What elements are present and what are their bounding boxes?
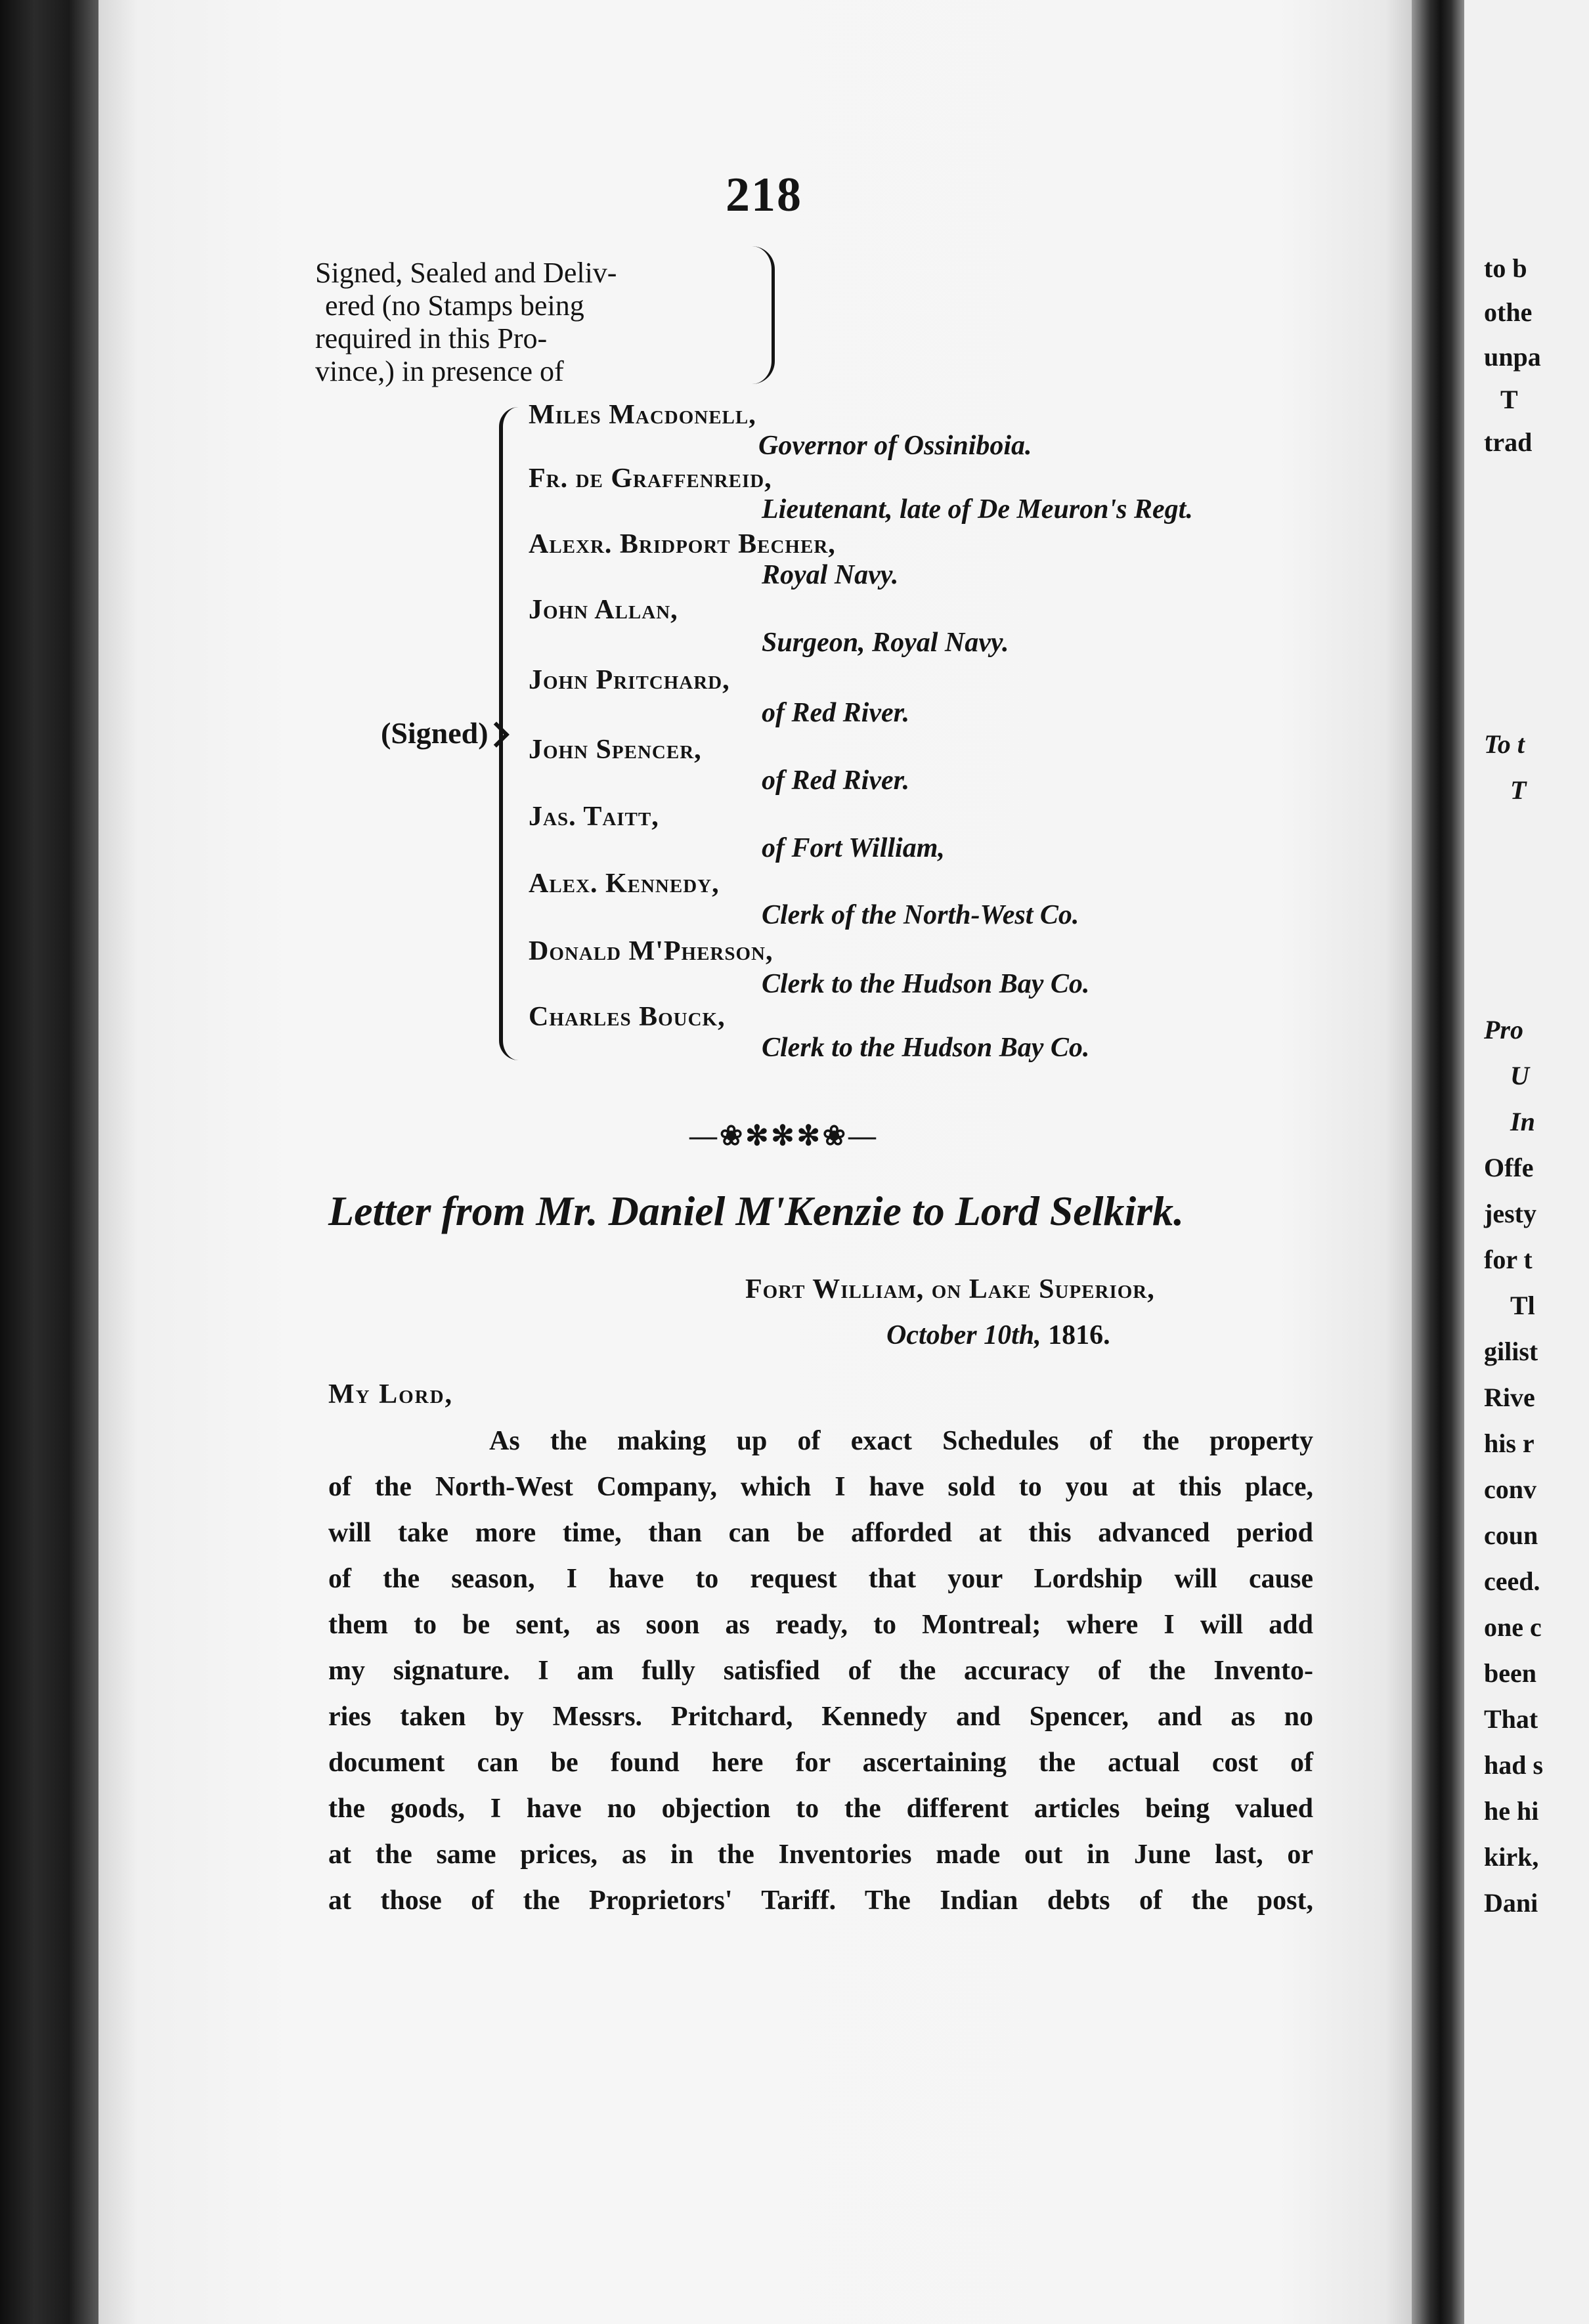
- signatory-title: Clerk of the North-West Co.: [762, 900, 1079, 930]
- book-page-right: [1464, 0, 1589, 2324]
- signatory-title: of Red River.: [762, 698, 910, 728]
- right-page-fragment: othe: [1484, 297, 1533, 327]
- signatory-name: Miles Macdonell,: [529, 400, 756, 430]
- signatory-name: John Spencer,: [529, 735, 702, 765]
- letter-salutation: My Lord,: [328, 1379, 454, 1409]
- right-page-fragment: T: [1510, 775, 1527, 805]
- body-line: the goods, I have no objection to the different articles being valued: [328, 1794, 1313, 1824]
- body-line: of the North-West Company, which I have sold to you at this place,: [328, 1472, 1313, 1502]
- right-page-fragment: one c: [1484, 1612, 1542, 1642]
- letter-date-day: October 10th,: [886, 1320, 1041, 1350]
- intro-line-2: ered (no Stamps being: [325, 290, 584, 322]
- book-gutter: [1412, 0, 1464, 2324]
- signatory-name: Charles Bouck,: [529, 1002, 726, 1032]
- body-line: will take more time, than can be afforded at this advanced period: [328, 1518, 1313, 1548]
- intro-line-1: Signed, Sealed and Deliv-: [315, 257, 617, 289]
- right-page-fragment: That: [1484, 1704, 1538, 1734]
- page-number: 218: [726, 168, 802, 222]
- section-ornament: —❀✻✻✻❀—: [689, 1121, 879, 1151]
- right-page-fragment: ceed.: [1484, 1566, 1540, 1596]
- right-page-fragment: been: [1484, 1658, 1536, 1688]
- right-page-fragment: unpa: [1484, 342, 1541, 372]
- body-line: of the season, I have to request that your Lordship will cause: [328, 1564, 1313, 1594]
- signatory-name: Donald M'Pherson,: [529, 936, 773, 966]
- signatory-title: of Fort William,: [762, 833, 945, 863]
- right-page-fragment: coun: [1484, 1520, 1538, 1550]
- right-page-fragment: Tl: [1510, 1291, 1535, 1320]
- signatory-title: Lieutenant, late of De Meuron's Regt.: [762, 494, 1193, 525]
- right-page-fragment: jesty: [1484, 1199, 1536, 1228]
- body-line: them to be sent, as soon as ready, to Montreal; where I will add: [328, 1610, 1313, 1640]
- right-page-fragment: Dani: [1484, 1888, 1538, 1918]
- right-page-fragment: his r: [1484, 1429, 1535, 1458]
- body-line: at those of the Proprietors' Tariff. The Indian debts of the post,: [328, 1885, 1313, 1916]
- right-page-fragment: trad: [1484, 427, 1533, 457]
- body-line: ries taken by Messrs. Pritchard, Kennedy and Spencer, and as no: [328, 1702, 1313, 1732]
- signatory-title: Clerk to the Hudson Bay Co.: [762, 969, 1090, 999]
- right-page-fragment: U: [1510, 1061, 1529, 1090]
- right-page-fragment: To t: [1484, 729, 1525, 759]
- right-page-fragment: Pro: [1484, 1015, 1523, 1044]
- signatory-title: Clerk to the Hudson Bay Co.: [762, 1033, 1090, 1063]
- signatory-name: Jas. Taitt,: [529, 802, 659, 832]
- letter-heading: Letter from Mr. Daniel M'Kenzie to Lord Selkirk.: [328, 1188, 1185, 1234]
- body-line: As the making up of exact Schedules of the property: [489, 1426, 1313, 1456]
- signatory-name: Fr. de Graffenreid,: [529, 463, 772, 494]
- right-page-fragment: Offe: [1484, 1153, 1534, 1182]
- body-line: my signature. I am fully satisfied of the accuracy of the Invento-: [328, 1656, 1313, 1686]
- signatory-name: John Allan,: [529, 595, 678, 625]
- right-page-fragment: T: [1500, 385, 1518, 414]
- right-page-fragment: for t: [1484, 1245, 1533, 1274]
- right-page-fragment: had s: [1484, 1750, 1544, 1780]
- right-page-fragment: to b: [1484, 253, 1527, 283]
- right-page-fragment: Rive: [1484, 1383, 1535, 1412]
- letter-body: [328, 1418, 1313, 1924]
- right-page-fragment: In: [1510, 1107, 1535, 1136]
- signatory-title: Royal Navy.: [762, 560, 899, 590]
- right-page-fragment: conv: [1484, 1474, 1536, 1504]
- intro-line-4: vince,) in presence of: [315, 355, 564, 387]
- signatory-title: Governor of Ossiniboia.: [758, 431, 1032, 461]
- letter-place: Fort William, on Lake Superior,: [745, 1274, 1155, 1304]
- right-page-fragment: he hi: [1484, 1796, 1539, 1826]
- letter-date-year: 1816.: [1041, 1320, 1110, 1350]
- body-line: document can be found here for ascertaining the actual cost of: [328, 1748, 1313, 1778]
- intro-brace: [752, 246, 775, 384]
- signatory-name: John Pritchard,: [529, 665, 730, 695]
- signatory-name: Alexr. Bridport Becher,: [529, 529, 836, 559]
- signatory-title: of Red River.: [762, 765, 910, 796]
- letter-date: [886, 1320, 1110, 1351]
- right-page-fragment: kirk,: [1484, 1842, 1539, 1872]
- signed-label: (Signed): [381, 716, 489, 750]
- right-page-fragment: gilist: [1484, 1337, 1538, 1366]
- body-line: at the same prices, as in the Inventories made out in June last, or: [328, 1840, 1313, 1870]
- signatory-title: Surgeon, Royal Navy.: [762, 628, 1009, 658]
- intro-line-3: required in this Pro-: [315, 322, 548, 355]
- signatory-name: Alex. Kennedy,: [529, 869, 720, 899]
